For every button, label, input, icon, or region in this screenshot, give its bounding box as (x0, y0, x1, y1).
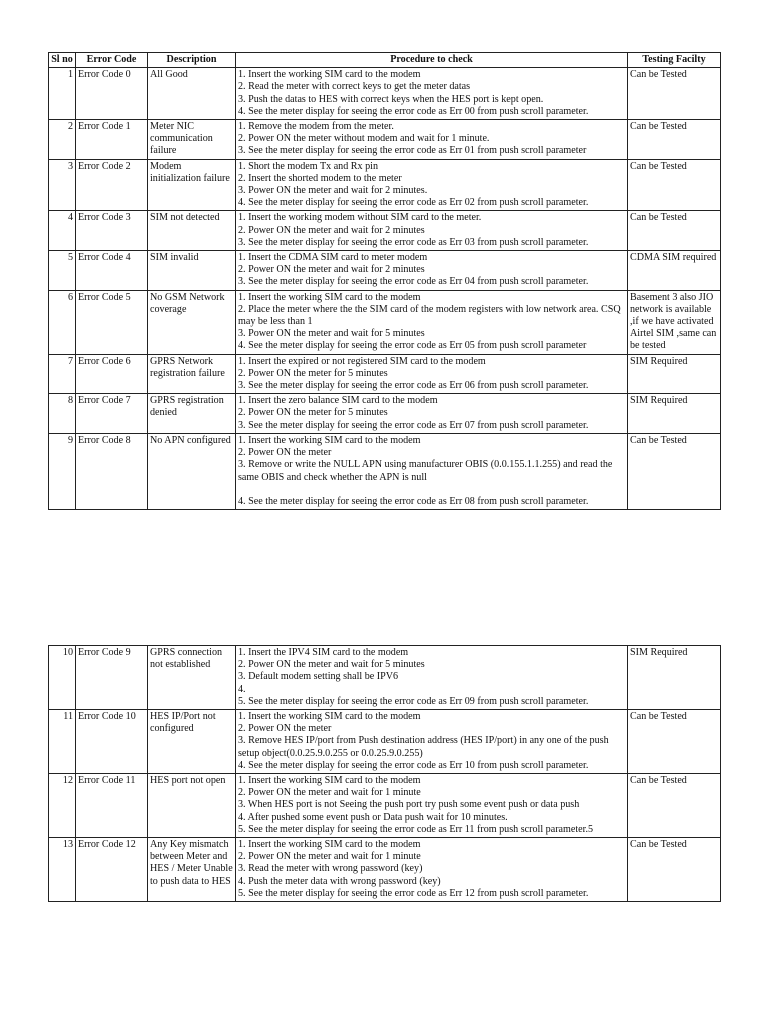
description-cell: Any Key mismatch between Meter and HES / Meter Unable to push data to HES (148, 838, 236, 902)
procedure-step: 2. Read the meter with correct keys to get the meter datas (238, 81, 471, 93)
procedure-cell (236, 433, 628, 509)
error-code-cell: Error Code 0 (76, 68, 148, 120)
description-cell: All Good (148, 68, 236, 120)
procedure-step: 1. Insert the working SIM card to the modem (238, 434, 421, 446)
procedure-step: 2. Place the meter where the the SIM card of the modem registers with low network area. CSQ may be less than 1 (238, 303, 621, 328)
description-cell: GPRS registration denied (148, 394, 236, 434)
error-code-cell: Error Code 7 (76, 394, 148, 434)
description-cell: HES port not open (148, 774, 236, 838)
procedure-step: 3. See the meter display for seeing the error code as Err 07 from push scroll parameter. (238, 419, 589, 431)
header-row (49, 53, 721, 68)
table-row (49, 211, 721, 251)
error-code-cell: Error Code 9 (76, 646, 148, 710)
procedure-step: 1. Insert the working SIM card to the modem (238, 69, 421, 81)
procedure-step: 3. Remove or write the NULL APN using manufacturer OBIS (0.0.155.1.1.255) and read the same OBIS and check whether the APN is null (238, 459, 613, 483)
procedure-cell (236, 710, 628, 774)
procedure-cell (236, 251, 628, 291)
testing-facility-cell: CDMA SIM required (628, 251, 721, 291)
procedure-step: 4. See the meter display for seeing the error code as Err 00 from push scroll parameter. (238, 105, 589, 117)
procedure-cell (236, 646, 628, 710)
procedure-step: 5. See the meter display for seeing the error code as Err 11 from push scroll parameter.5 (238, 823, 594, 835)
table-row (49, 433, 721, 509)
testing-facility-cell: SIM Required (628, 394, 721, 434)
procedure-step: 3. Default modem setting shall be IPV6 (238, 671, 399, 683)
procedure-cell (236, 838, 628, 902)
sl-no-cell: 2 (49, 120, 76, 160)
sl-no-cell: 4 (49, 211, 76, 251)
procedure-step: 2. Power ON the meter and wait for 2 minutes (238, 264, 425, 276)
header-description: Description (148, 53, 236, 68)
procedure-step: 2. Power ON the meter and wait for 1 minute (238, 787, 421, 799)
procedure-step: 1. Insert the working modem without SIM card to the meter. (238, 212, 482, 224)
sl-no-cell: 5 (49, 251, 76, 291)
procedure-step: 2. Power ON the meter and wait for 5 minutes (238, 659, 425, 671)
testing-facility-cell: Can be Tested (628, 774, 721, 838)
description-cell: Meter NIC communication failure (148, 120, 236, 160)
procedure-step: 1. Insert the working SIM card to the modem (238, 775, 421, 787)
procedure-step: 1. Short the modem Tx and Rx pin (238, 160, 378, 172)
error-code-table-2 (48, 645, 721, 902)
table-row (49, 774, 721, 838)
description-cell: SIM invalid (148, 251, 236, 291)
header-testing-facility: Testing Facilty (628, 53, 721, 68)
error-code-cell: Error Code 1 (76, 120, 148, 160)
error-code-cell: Error Code 10 (76, 710, 148, 774)
table-row (49, 290, 721, 354)
table-row (49, 159, 721, 211)
procedure-step: 3. See the meter display for seeing the error code as Err 03 from push scroll parameter. (238, 236, 589, 248)
header-error-code: Error Code (76, 53, 148, 68)
procedure-step: 1. Insert the working SIM card to the modem (238, 291, 421, 303)
sl-no-cell: 13 (49, 838, 76, 902)
procedure-step: 2. Power ON the meter (238, 447, 332, 459)
sl-no-cell: 9 (49, 433, 76, 509)
testing-facility-cell: Can be Tested (628, 68, 721, 120)
testing-facility-cell: Can be Tested (628, 838, 721, 902)
error-code-cell: Error Code 5 (76, 290, 148, 354)
sl-no-cell: 8 (49, 394, 76, 434)
error-code-cell: Error Code 12 (76, 838, 148, 902)
error-code-table-1 (48, 52, 721, 510)
error-code-cell: Error Code 11 (76, 774, 148, 838)
sl-no-cell: 10 (49, 646, 76, 710)
procedure-step: 1. Insert the CDMA SIM card to meter modem (238, 252, 428, 264)
header-sl-no: Sl no (49, 53, 76, 68)
table-row (49, 68, 721, 120)
sl-no-cell: 12 (49, 774, 76, 838)
sl-no-cell: 7 (49, 354, 76, 394)
sl-no-cell: 11 (49, 710, 76, 774)
testing-facility-cell: Can be Tested (628, 120, 721, 160)
procedure-step: 4. After pushed some event push or Data push wait for 10 minutes. (238, 811, 508, 823)
error-code-cell: Error Code 2 (76, 159, 148, 211)
procedure-step: 3. See the meter display for seeing the error code as Err 04 from push scroll parameter. (238, 276, 589, 288)
procedure-cell (236, 774, 628, 838)
procedure-step: 2. Power ON the meter and wait for 2 minutes (238, 224, 425, 236)
procedure-cell (236, 290, 628, 354)
procedure-step: 2. Insert the shorted modem to the meter (238, 172, 402, 184)
table-row (49, 354, 721, 394)
procedure-step: 5. See the meter display for seeing the error code as Err 09 from push scroll parameter. (238, 695, 589, 707)
procedure-step: 2. Power ON the meter and wait for 1 minute (238, 851, 421, 863)
sl-no-cell: 1 (49, 68, 76, 120)
description-cell: GPRS connection not established (148, 646, 236, 710)
description-cell: SIM not detected (148, 211, 236, 251)
procedure-step: 2. Power ON the meter for 5 minutes (238, 367, 388, 379)
procedure-step: 4. (238, 683, 246, 695)
procedure-cell (236, 394, 628, 434)
procedure-step: 1. Insert the working SIM card to the modem (238, 711, 421, 723)
testing-facility-cell: Can be Tested (628, 211, 721, 251)
description-cell: Modem initialization failure (148, 159, 236, 211)
procedure-step: 3. Power ON the meter and wait for 5 minutes (238, 328, 425, 340)
procedure-step: 4. See the meter display for seeing the error code as Err 02 from push scroll parameter. (238, 197, 589, 209)
procedure-step: 3. Power ON the meter and wait for 2 minutes. (238, 185, 428, 197)
procedure-step: 4. Push the meter data with wrong password (key) (238, 875, 441, 887)
procedure-step (238, 484, 625, 496)
procedure-step: 2. Power ON the meter for 5 minutes (238, 407, 388, 419)
description-cell: HES IP/Port not configured (148, 710, 236, 774)
table-row (49, 838, 721, 902)
testing-facility-cell: Can be Tested (628, 710, 721, 774)
procedure-step: 4. See the meter display for seeing the error code as Err 08 from push scroll parameter. (238, 495, 589, 507)
error-code-cell: Error Code 3 (76, 211, 148, 251)
procedure-step: 3. Push the datas to HES with correct keys when the HES port is kept open. (238, 93, 544, 105)
procedure-step: 3. Remove HES IP/port from Push destination address (HES IP/port) in any one of the push setup object(0.0.25.9.0.255 or 0.0.25.9.0.255) (238, 735, 609, 759)
table-row (49, 251, 721, 291)
description-cell: No APN configured (148, 433, 236, 509)
testing-facility-cell: Can be Tested (628, 433, 721, 509)
procedure-step: 2. Power ON the meter (238, 723, 332, 735)
sl-no-cell: 3 (49, 159, 76, 211)
procedure-step: 1. Insert the IPV4 SIM card to the modem (238, 647, 409, 658)
error-code-cell: Error Code 4 (76, 251, 148, 291)
testing-facility-cell: SIM Required (628, 646, 721, 710)
procedure-cell (236, 159, 628, 211)
testing-facility-cell: Can be Tested (628, 159, 721, 211)
procedure-step: 3. See the meter display for seeing the error code as Err 06 from push scroll parameter. (238, 380, 589, 392)
procedure-step: 3. Read the meter with wrong password (key) (238, 863, 423, 875)
procedure-cell (236, 120, 628, 160)
procedure-step: 3. When HES port is not Seeing the push port try push some event push or data push (238, 799, 580, 811)
sl-no-cell: 6 (49, 290, 76, 354)
procedure-step: 1. Remove the modem from the meter. (238, 121, 394, 133)
procedure-step: 1. Insert the zero balance SIM card to the modem (238, 395, 438, 407)
error-code-cell: Error Code 6 (76, 354, 148, 394)
description-cell: GPRS Network registration failure (148, 354, 236, 394)
procedure-cell (236, 68, 628, 120)
header-procedure: Procedure to check (236, 53, 628, 68)
table-row (49, 394, 721, 434)
testing-facility-cell: SIM Required (628, 354, 721, 394)
procedure-step: 1. Insert the expired or not registered SIM card to the modem (238, 355, 486, 367)
procedure-step: 3. See the meter display for seeing the error code as Err 01 from push scroll parameter (238, 145, 587, 157)
table-row (49, 646, 721, 710)
error-code-cell: Error Code 8 (76, 433, 148, 509)
procedure-step: 4. See the meter display for seeing the error code as Err 05 from push scroll parameter (238, 340, 587, 352)
procedure-cell (236, 354, 628, 394)
table-row (49, 710, 721, 774)
testing-facility-cell: Basement 3 also JIO network is available ,if we have activated Airtel SIM ,same can be tested (628, 290, 721, 354)
procedure-step: 5. See the meter display for seeing the error code as Err 12 from push scroll parameter. (238, 887, 589, 899)
procedure-cell (236, 211, 628, 251)
procedure-step: 2. Power ON the meter without modem and wait for 1 minute. (238, 133, 490, 145)
table-row (49, 120, 721, 160)
procedure-step: 4. See the meter display for seeing the error code as Err 10 from push scroll parameter. (238, 759, 589, 771)
procedure-step: 1. Insert the working SIM card to the modem (238, 839, 421, 851)
description-cell: No GSM Network coverage (148, 290, 236, 354)
